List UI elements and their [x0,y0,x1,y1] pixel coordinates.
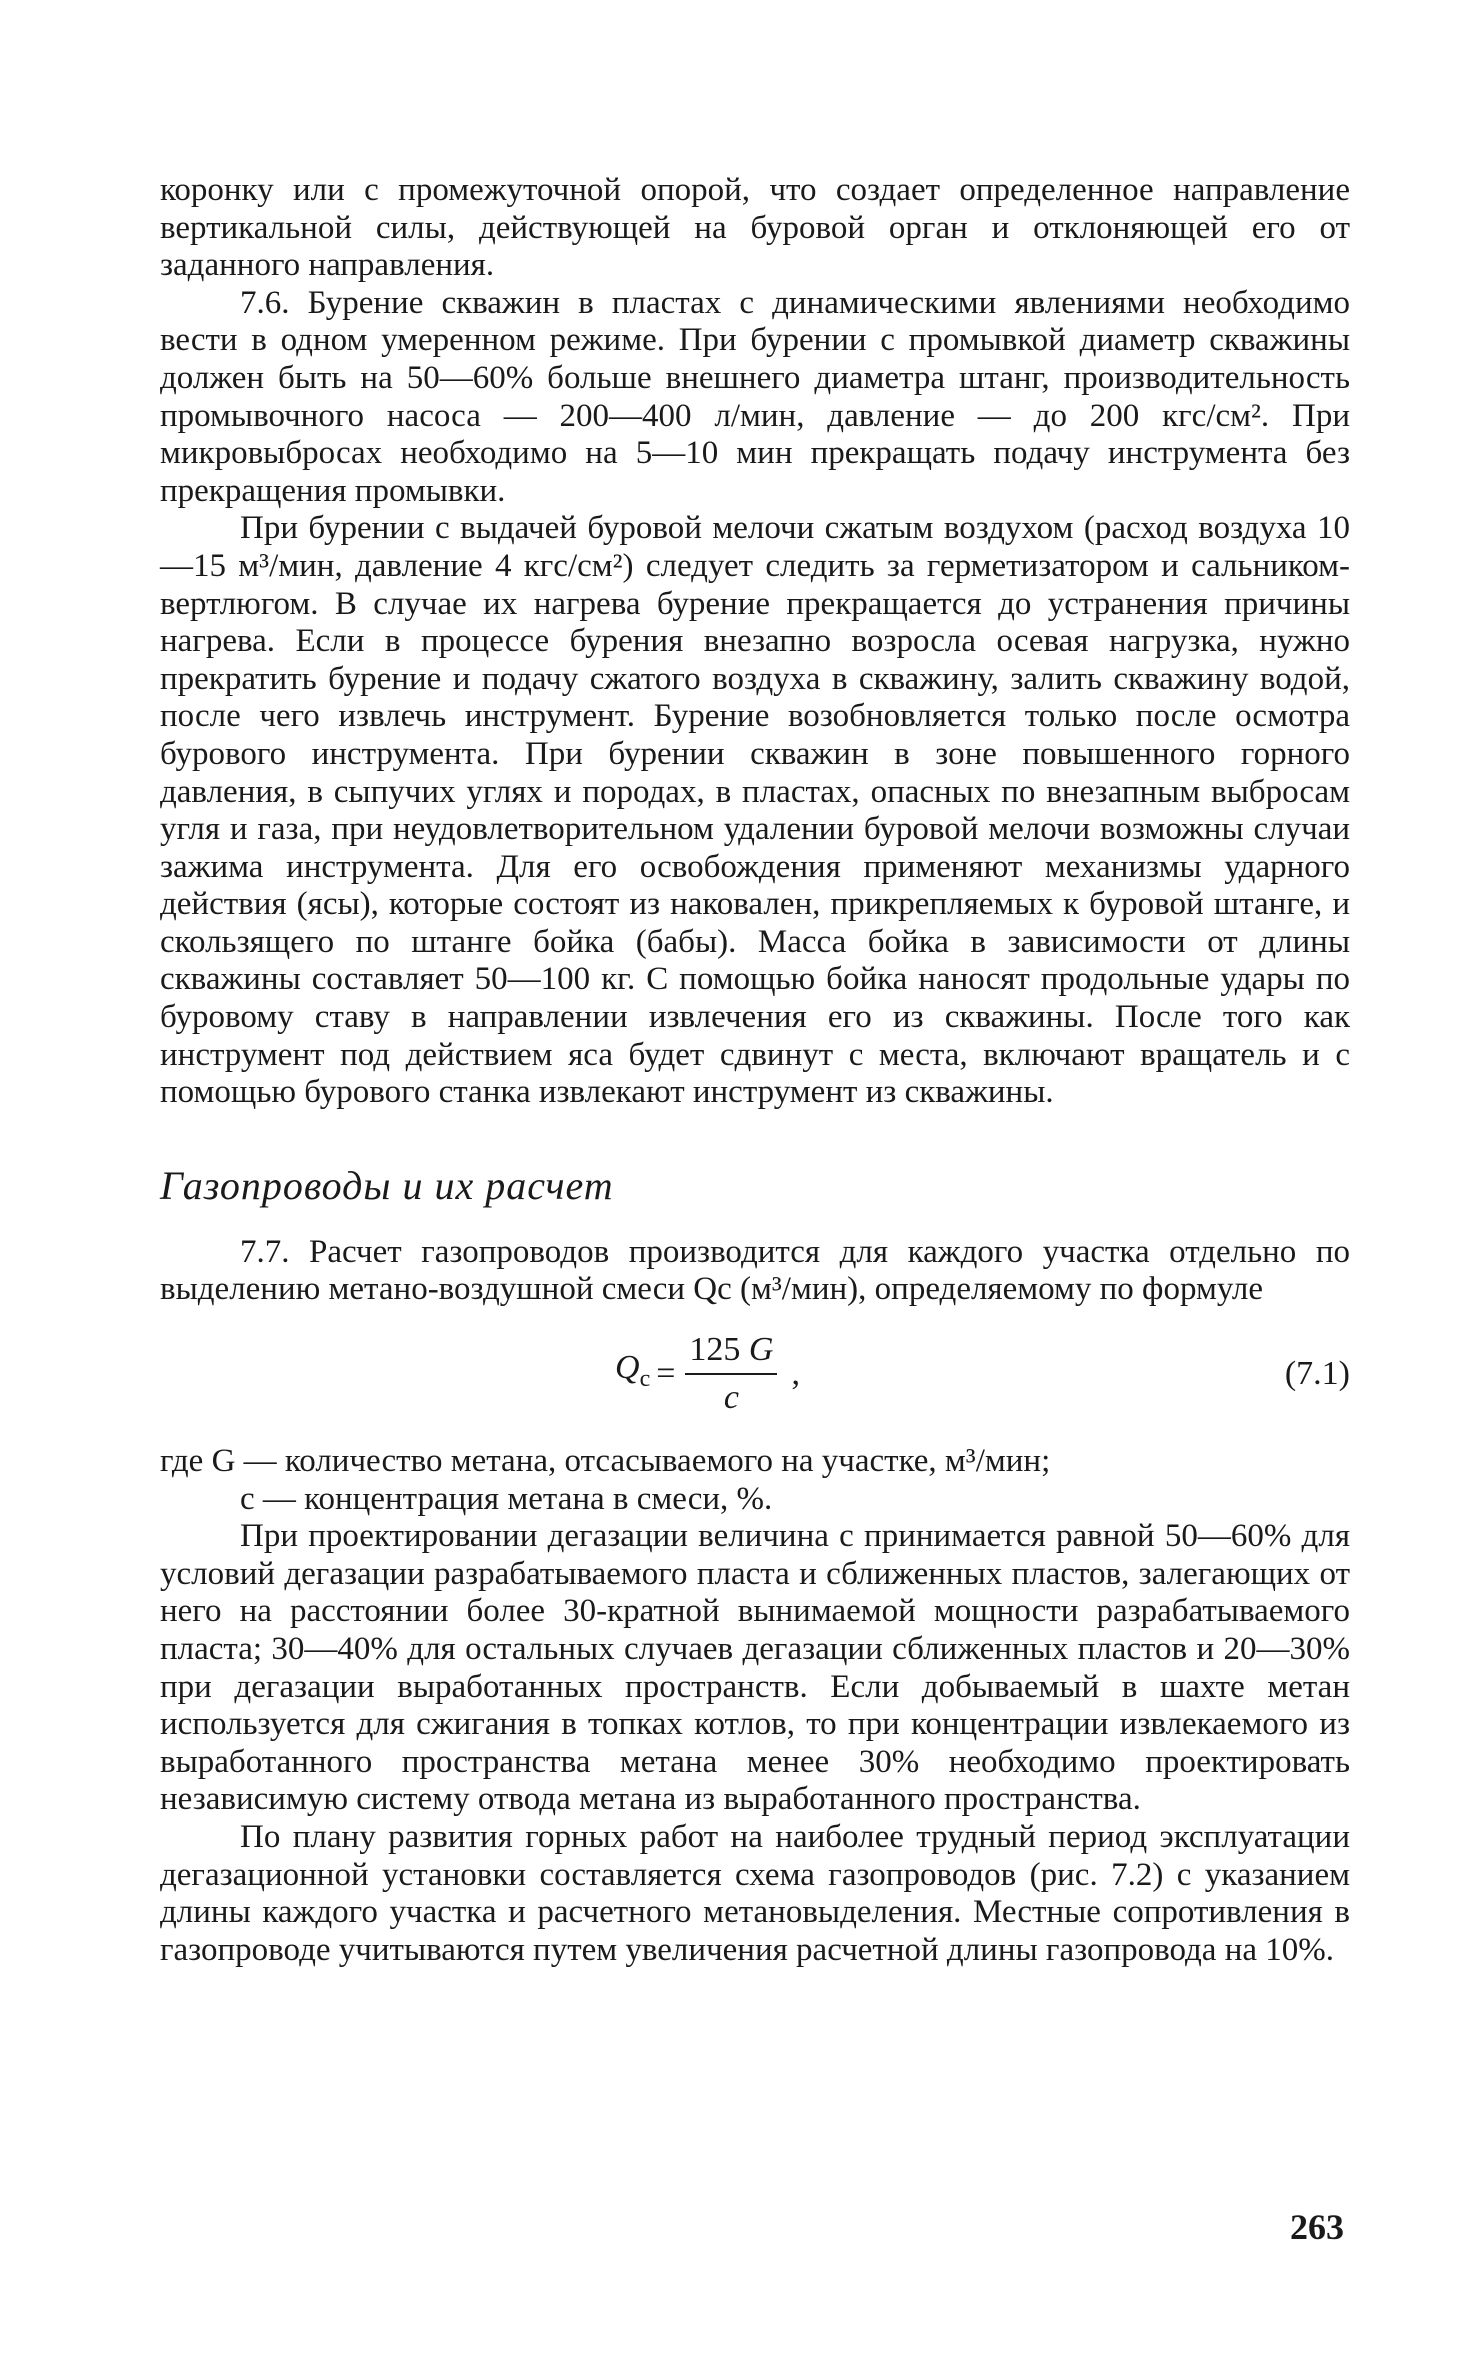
paragraph-pipeline-scheme: По плану развития горных работ на наиболее трудный период эксплуатации дегазационной установки составляется схема газопроводов (рис. 7.2) с указанием длины каждого участка и расчетного метановыделения. Местные сопротивления в газопроводе учитываются путем увеличения расчетной длины газопровода на 10%. [160,1818,1350,1968]
paragraph-continuation: коронку или с промежуточной опорой, что создает определенное направление вертикальной силы, действующей на буровой орган и отклоняющей его от заданного направления. [160,172,1350,284]
formula-equals: = [656,1355,676,1393]
text-column [160,172,1350,1969]
legend-line-g: где G — количество метана, отсасываемого на участке, м³/мин; [160,1443,1051,1480]
formula-comma: , [791,1355,800,1393]
paragraph-7-7: 7.7. Расчет газопроводов производится для каждого участка отдельно по выделению метано-воздушной смеси Qс (м³/мин), определяемому по формуле [160,1233,1350,1308]
paragraph-7-6: 7.6. Бурение скважин в пластах с динамическими явлениями необходимо вести в одном умеренном режиме. При бурении с промывкой диаметр скважины должен быть на 50—60% больше внешнего диаметра штанг, производительность промывочного насоса — 200—400 л/мин, давление — до 200 кгс/см². При микровыбросах необходимо на 5—10 мин прекращать подачу инструмента без прекращения промывки. [160,284,1350,509]
formula-lhs-symbol: Q [615,1349,640,1387]
formula-numerator [685,1331,777,1375]
formula-7-1 [160,1315,1350,1433]
formula-legend [160,1443,1350,1518]
section-heading: Газопроводы и их расчет [160,1162,614,1208]
formula-lhs-subscript: с [639,1366,651,1393]
formula-fraction [685,1331,777,1416]
formula-number: (7.1) [1284,1355,1350,1393]
page-number: 263 [1290,2207,1344,2247]
formula-expression [615,1315,800,1433]
formula-lhs [615,1349,650,1398]
numerator-variable: G [748,1331,774,1369]
paragraph-compressed-air-drilling: При бурении с выдачей буровой мелочи сжатым воздухом (расход воздуха 10—15 м³/мин, давление 4 кгс/см²) следует следить за герметизатором и сальником-вертлюгом. В случае их нагрева бурение прекращается до устранения причины нагрева. Если в процессе бурения внезапно возросла осевая нагрузка, нужно прекратить бурение и подачу сжатого воздуха в скважину, залить скважину водой, после чего извлечь инструмент. Бурение возобновляется только после осмотра бурового инструмента. При бурении скважин в зоне повышенного горного давления, в сыпучих углях и породах, в пластах, опасных по внезапным выбросам угля и газа, при неудовлетворительном удалении буровой мелочи возможны случаи зажима инструмента. Для его освобождения применяют механизмы ударного действия (ясы), которые состоят из наковален, прикрепляемых к буровой штанге, и скользящего по штанге бойка (бабы). Масса бойка в зависимости от длины скважины составляет 50—100 кг. С помощью бойка наносят продольные удары по буровому ставу в направлении извлечения его из скважины. После того как инструмент под действием яса будет сдвинут с места, включают вращатель и с помощью бурового станка извлекают инструмент из скважины. [160,510,1350,1111]
formula-denominator: c [723,1379,739,1417]
legend-line-c: c — концентрация метана в смеси, %. [240,1480,773,1517]
numerator-number: 125 [689,1331,741,1369]
paragraph-design-concentration: При проектировании дегазации величина c принимается равной 50—60% для условий дегазации разрабатываемого пласта и сближенных пластов, залегающих от него на расстоянии более 30-кратной вынимаемой мощности разрабатываемого пласта; 30—40% для остальных случаев дегазации сближенных пластов и 20—30% при дегазации выработанных пространств. Если добываемый в шахте метан используется для сжигания в топках котлов, то при концентрации извлекаемого из выработанного пространства метана менее 30% необходимо проектировать независимую систему отвода метана из выработанного пространства. [160,1518,1350,1818]
